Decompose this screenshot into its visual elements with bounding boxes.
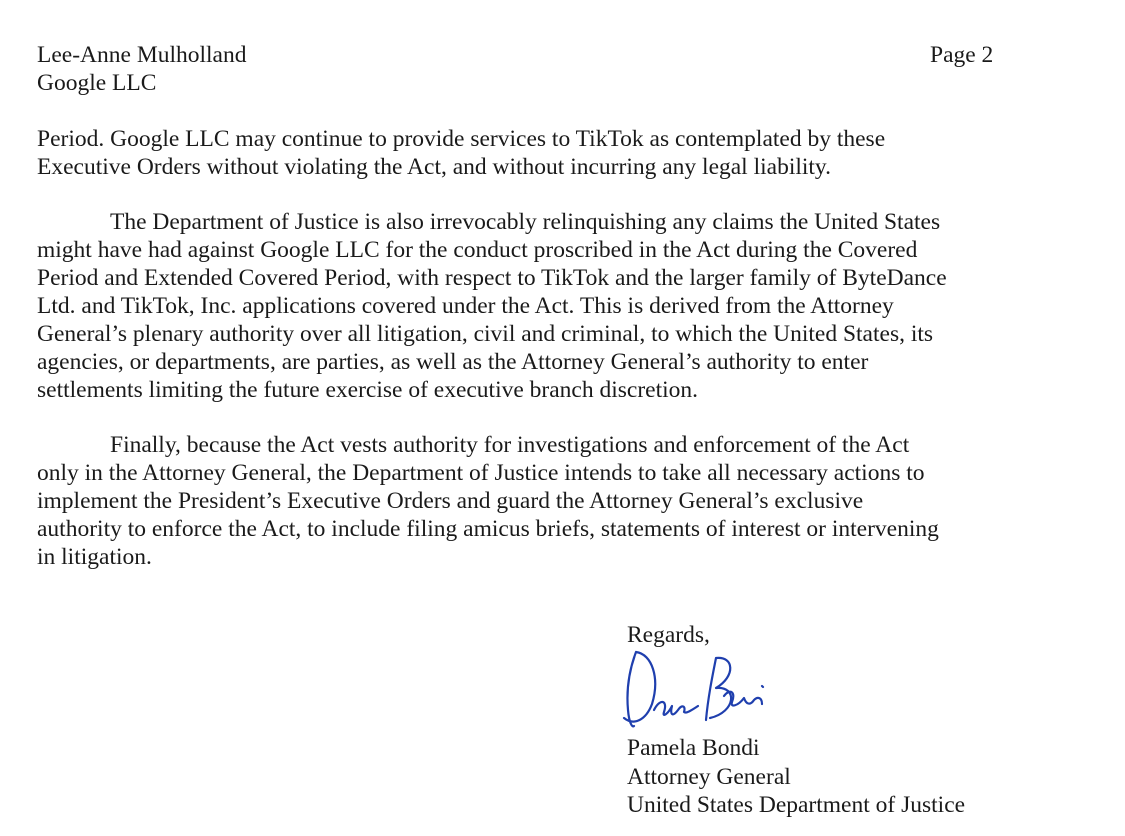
paragraph-line: might have had against Google LLC for the conduct proscribed in the Act during the Covered [37, 237, 918, 263]
paragraph-line: only in the Attorney General, the Department of Justice intends to take all necessary actions to [37, 460, 925, 486]
recipient-block [37, 41, 246, 97]
signature-block [627, 734, 965, 820]
recipient-name: Lee-Anne Mulholland [37, 42, 247, 68]
letter-body [37, 125, 1007, 571]
page-number: Page 2 [930, 42, 994, 68]
paragraph-line: Period and Extended Covered Period, with respect to TikTok and the larger family of ByteDance [37, 265, 947, 291]
paragraph-line: implement the President’s Executive Orders and guard the Attorney General’s exclusive [37, 488, 864, 514]
closing-salutation: Regards, [627, 622, 710, 648]
signer-name: Pamela Bondi [627, 735, 760, 761]
signer-department: United States Department of Justice [627, 792, 966, 818]
paragraph-line: in litigation. [37, 544, 152, 570]
paragraph-1 [37, 125, 1007, 181]
recipient-organization: Google LLC [37, 70, 157, 96]
paragraph-line: The Department of Justice is also irrevocably relinquishing any claims the United States [110, 209, 941, 235]
paragraph-line: agencies, or departments, are parties, as well as the Attorney General’s authority to enter [37, 349, 869, 375]
signer-title: Attorney General [627, 763, 791, 790]
paragraph-line: Ltd. and TikTok, Inc. applications covered under the Act. This is derived from the Attorney [37, 293, 894, 319]
paragraph-line: Finally, because the Act vests authority for investigations and enforcement of the Act [110, 432, 910, 458]
paragraph-line: authority to enforce the Act, to include filing amicus briefs, statements of interest or intervening [37, 516, 939, 542]
paragraph-2 [37, 208, 1007, 404]
paragraph-line: General’s plenary authority over all litigation, civil and criminal, to which the United States, its [37, 321, 934, 347]
paragraph-line: settlements limiting the future exercise of executive branch discretion. [37, 377, 699, 403]
paragraph-line: Period. Google LLC may continue to provide services to TikTok as contemplated by these [37, 126, 886, 152]
paragraph-line: Executive Orders without violating the Act, and without incurring any legal liability. [37, 154, 832, 180]
paragraph-3 [37, 431, 1007, 571]
signature-icon [612, 648, 782, 738]
